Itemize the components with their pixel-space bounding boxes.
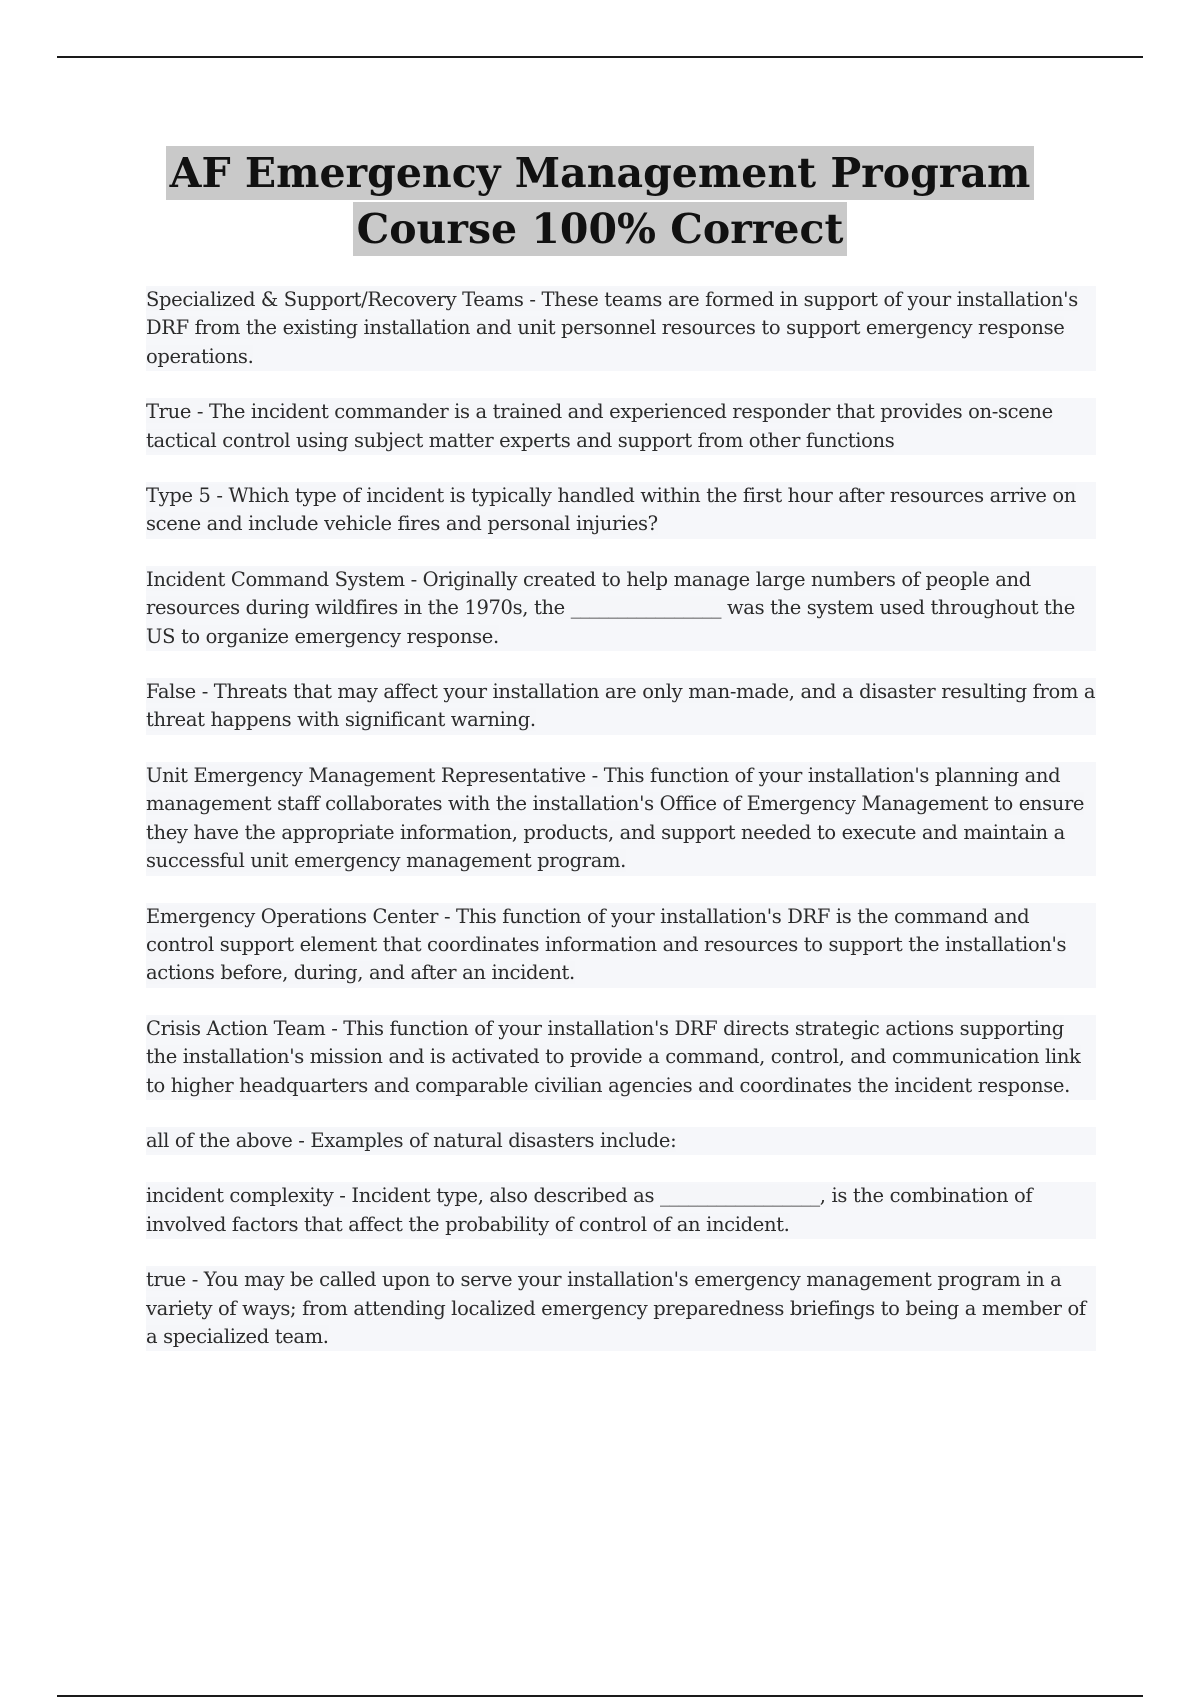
- qa-entry: [146, 482, 1096, 539]
- qa-entry-text: Incident Command System - Originally created to help manage large numbers of people and resources during wildfires in the 1970s, the ________________ was the system used throughout the US to organize emergency response.: [146, 567, 1075, 648]
- qa-entry-text: Specialized & Support/Recovery Teams - These teams are formed in support of your installation's DRF from the existing installation and unit personnel resources to support emergency response operations.: [146, 288, 1078, 368]
- qa-entry: [146, 398, 1096, 455]
- footer-rule: [57, 1695, 1143, 1697]
- qa-entry: [146, 286, 1096, 371]
- qa-entry: [146, 566, 1096, 651]
- qa-entry-text: Type 5 - Which type of incident is typically handled within the first hour after resources arrive on scene and include vehicle fires and personal injuries?: [146, 484, 1076, 536]
- qa-entry-text: Crisis Action Team - This function of your installation's DRF directs strategic actions supporting the installation's mission and is activated to provide a command, control, and communication link to higher headquarters and comparable civilian agencies and coordinates the incident response.: [146, 1016, 1081, 1097]
- document-body: [146, 286, 1096, 1378]
- title-line-2: Course 100% Correct: [353, 202, 848, 256]
- qa-entry: [146, 1127, 1096, 1155]
- qa-entry: [146, 1182, 1096, 1239]
- qa-entry-text: true - You may be called upon to serve your installation's emergency management program in a variety of ways; from attending localized emergency preparedness briefings to being a member of a specialized team.: [146, 1268, 1086, 1348]
- qa-entry-text: False - Threats that may affect your installation are only man-made, and a disaster resulting from a threat happens with significant warning.: [146, 680, 1096, 732]
- qa-entry: [146, 678, 1096, 735]
- qa-entry: [146, 762, 1096, 876]
- qa-entry: [146, 903, 1096, 988]
- qa-entry: [146, 1266, 1096, 1351]
- qa-entry-text: all of the above - Examples of natural disasters include:: [146, 1128, 677, 1152]
- qa-entry-text: Emergency Operations Center - This function of your installation's DRF is the command and control support element that coordinates information and resources to support the installation's actions before, during, and after an incident.: [146, 904, 1067, 985]
- qa-entry-text: Unit Emergency Management Representative - This function of your installation's planning and management staff collaborates with the installation's Office of Emergency Management to ensure they have the appropriate information, products, and support needed to execute and maintain a successful unit emergency management program.: [146, 763, 1085, 873]
- qa-entry: [146, 1015, 1096, 1100]
- header-rule: [57, 56, 1143, 58]
- title-line-1: AF Emergency Management Program: [166, 146, 1035, 200]
- document-title: [0, 146, 1200, 256]
- qa-entry-text: incident complexity - Incident type, also described as _________________, is the combination of involved factors that affect the probability of control of an incident.: [146, 1184, 1033, 1236]
- qa-entry-text: True - The incident commander is a trained and experienced responder that provides on-scene tactical control using subject matter experts and support from other functions: [146, 400, 1053, 452]
